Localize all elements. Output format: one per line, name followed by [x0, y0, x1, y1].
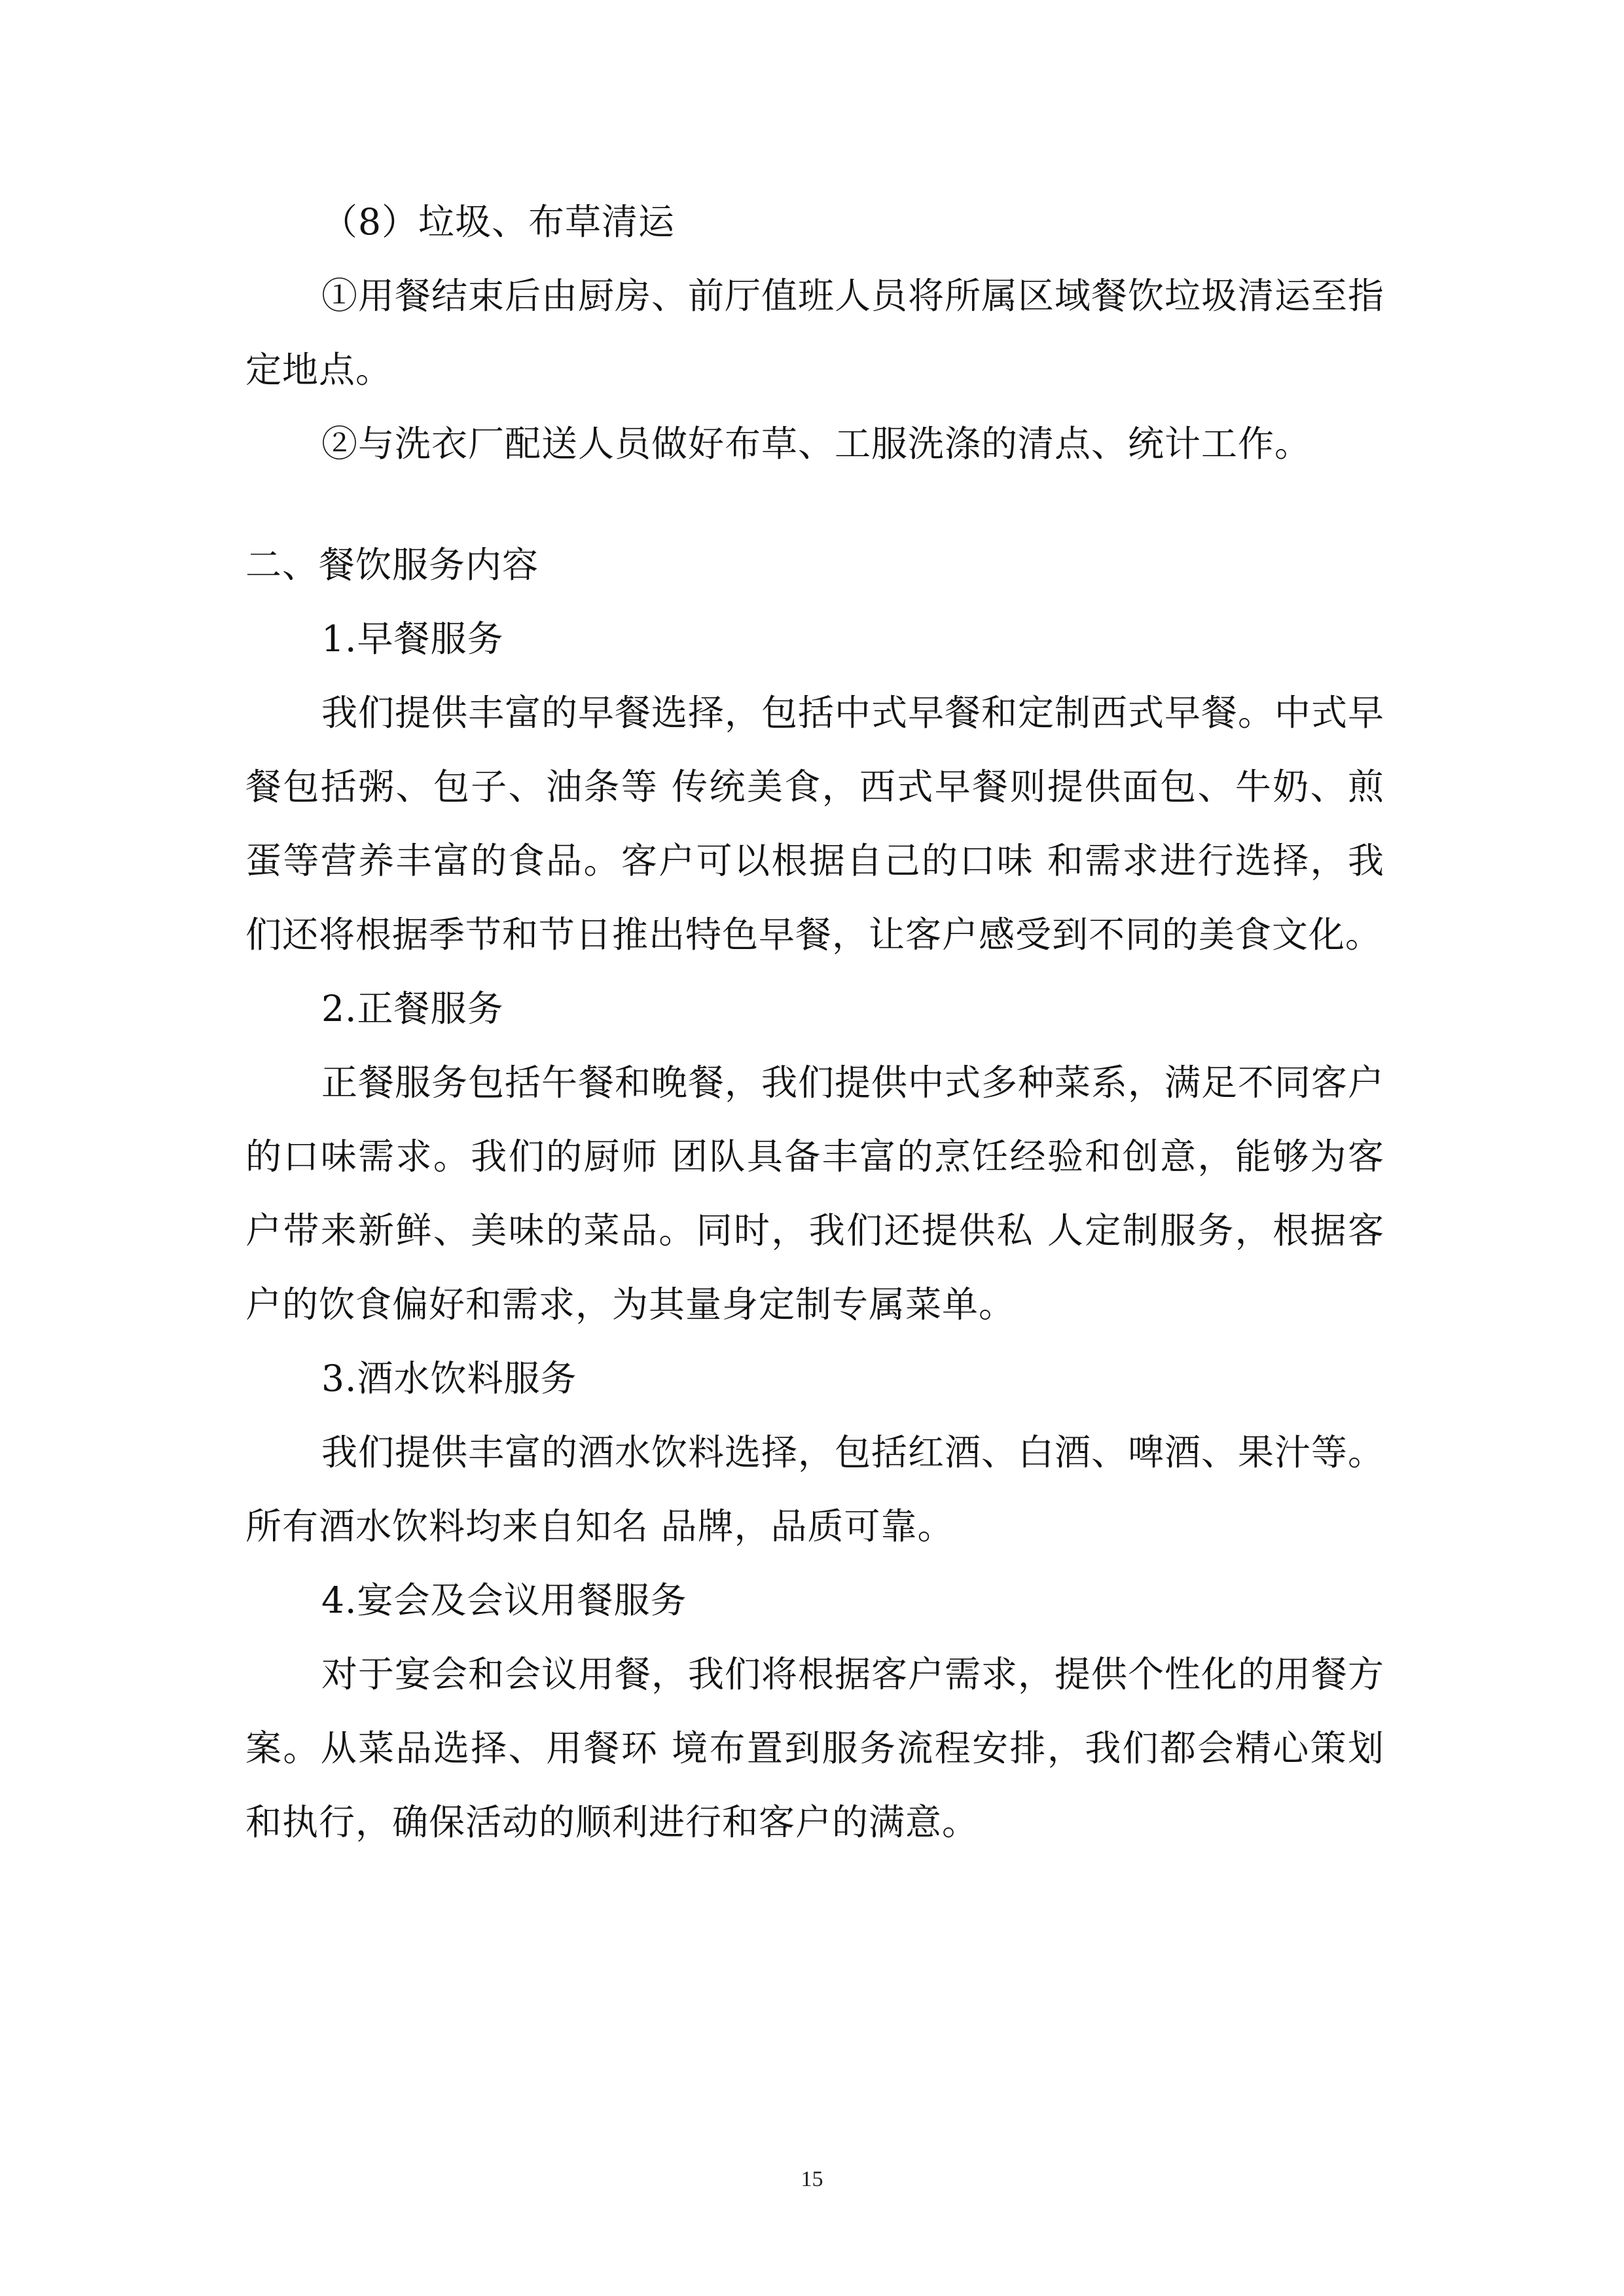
paragraph-banquet: 对于宴会和会议用餐，我们将根据客户需求，提供个性化的用餐方案。从菜品选择、用餐环 境布置到服务流程安排，我们都会精心策划和执行，确保活动的顺利进行和客户的满意。 — [245, 1653, 1385, 1843]
paragraph-beverage: 我们提供丰富的酒水饮料选择，包括红酒、白酒、啤酒、果汁等。所有酒水饮料均来自知名 品牌，品质可靠。 — [245, 1431, 1385, 1547]
subheading-breakfast: 1.早餐服务 — [321, 618, 504, 660]
page-number: 15 — [801, 2167, 823, 2191]
section-heading-catering: 二、餐饮服务内容 — [245, 544, 539, 586]
subheading-banquet: 4.宴会及会议用餐服务 — [321, 1579, 687, 1621]
subheading-main-meal: 2.正餐服务 — [321, 988, 504, 1030]
paragraph-main-meal: 正餐服务包括午餐和晚餐，我们提供中式多种菜系，满足不同客户的口味需求。我们的厨师 团队具备丰富的烹饪经验和创意，能够为客户带来新鲜、美味的菜品。同时，我们还提供私 人定制服务，根据客户的饮食偏好和需求，为其量身定制专属菜单。 — [245, 1062, 1385, 1325]
paragraph-breakfast: 我们提供丰富的早餐选择，包括中式早餐和定制西式早餐。中式早餐包括粥、包子、油条等 传统美食，西式早餐则提供面包、牛奶、煎蛋等营养丰富的食品。客户可以根据自己的口味 和需求进行选择，我们还将根据季节和节日推出特色早餐，让客户感受到不同的美食文化。 — [245, 692, 1385, 956]
subsection-heading-garbage: （8）垃圾、布草清运 — [321, 201, 675, 243]
paragraph-garbage-removal: ①用餐结束后由厨房、前厅值班人员将所属区域餐饮垃圾清运至指定地点。 — [245, 275, 1385, 391]
document-body — [245, 185, 1384, 1859]
subheading-beverage: 3.酒水饮料服务 — [321, 1357, 577, 1399]
paragraph-laundry: ②与洗衣厂配送人员做好布草、工服洗涤的清点、统计工作。 — [321, 423, 1312, 465]
